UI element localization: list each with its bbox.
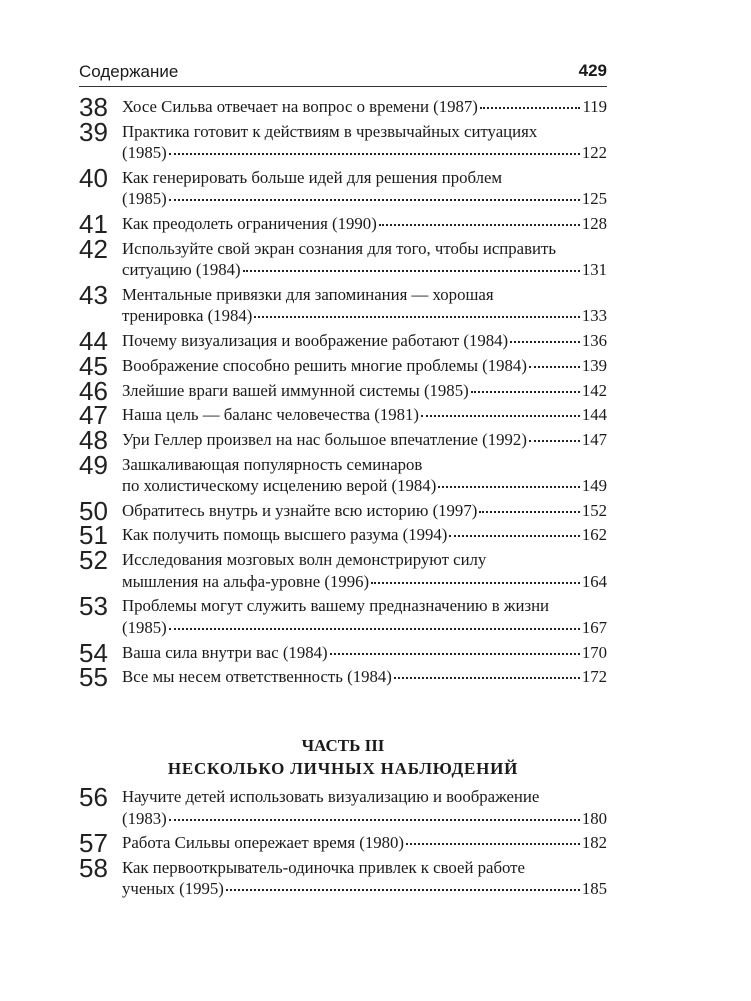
toc-entry[interactable]	[79, 350, 607, 381]
dot-leader	[169, 628, 580, 630]
dot-leader	[226, 889, 580, 891]
chapter-title: Хосе Сильва отвечает на вопрос о времени (1987)	[122, 97, 478, 116]
chapter-title: Как преодолеть ограничения (1990)	[122, 214, 377, 234]
toc-entry[interactable]	[79, 449, 607, 497]
chapter-number: 48	[79, 424, 108, 455]
chapter-title: Наша цель — баланс человечества (1981)	[122, 405, 420, 425]
chapter-title: по холистическому исцелению верой (1984)	[122, 476, 437, 496]
dot-leader	[330, 653, 580, 655]
chapter-page: 149	[581, 476, 607, 496]
chapter-page: 144	[581, 405, 607, 425]
chapter-page: 147	[581, 429, 607, 449]
chapter-number: 45	[79, 350, 108, 381]
chapter-number: 58	[79, 852, 108, 883]
chapter-title: Ментальные привязки для запоминания — хорошая	[122, 284, 494, 304]
chapter-title: Ваша сила внутри вас (1984)	[122, 642, 328, 662]
toc-entry[interactable]	[79, 400, 607, 431]
chapter-page: 142	[581, 380, 607, 400]
toc-entry[interactable]	[79, 828, 607, 859]
chapter-number: 56	[79, 782, 108, 812]
chapter-page: 131	[581, 260, 607, 280]
part-title: НЕСКОЛЬКО ЛИЧНЫХ НАБЛЮДЕНИЙ	[167, 759, 519, 778]
chapter-number: 41	[79, 209, 108, 240]
chapter-number: 52	[79, 545, 108, 576]
chapter-title: Почему визуализация и воображение работают (1984)	[122, 331, 509, 351]
chapter-title: ученых (1995)	[122, 879, 224, 899]
chapter-title: Все мы несем ответственность (1984)	[122, 667, 392, 687]
chapter-page: 119	[582, 97, 607, 116]
chapter-number: 57	[79, 828, 108, 859]
chapter-page: 170	[581, 642, 607, 662]
running-title: Содержание	[79, 62, 179, 81]
toc-entry[interactable]	[79, 279, 607, 327]
toc-entry[interactable]	[79, 782, 607, 829]
chapter-number: 40	[79, 162, 108, 193]
chapter-page: 122	[581, 143, 607, 163]
chapter-title: (1985)	[122, 617, 167, 637]
chapter-title: Воображение способно решить многие проблемы (1984)	[122, 355, 527, 375]
chapter-title: Как генерировать больше идей для решения проблем	[122, 167, 503, 187]
part-label: ЧАСТЬ III	[301, 736, 385, 755]
chapter-title: Ури Геллер произвел на нас большое впечатление (1992)	[122, 429, 527, 449]
chapter-page: 167	[581, 617, 607, 637]
toc-entry[interactable]	[79, 637, 607, 668]
chapter-title: (1985)	[122, 189, 167, 209]
toc-entry[interactable]	[79, 852, 607, 900]
chapter-number: 42	[79, 233, 108, 264]
dot-leader	[243, 270, 580, 272]
toc-entry[interactable]	[79, 92, 607, 122]
chapter-number: 55	[79, 662, 108, 693]
chapter-title: Зашкаливающая популярность семинаров	[122, 454, 423, 474]
chapter-page: 139	[581, 355, 607, 375]
chapter-title: Практика готовит к действиям в чрезвычайных ситуациях	[122, 121, 538, 141]
chapter-number: 49	[79, 449, 108, 480]
chapter-number: 50	[79, 495, 108, 526]
dot-leader	[479, 511, 580, 513]
chapter-title: Как получить помощь высшего разума (1994)	[122, 525, 448, 545]
dot-leader	[480, 107, 581, 109]
chapter-page: 172	[581, 667, 607, 687]
dot-leader	[471, 391, 580, 393]
chapter-title: Исследования мозговых волн демонстрируют силу	[122, 550, 487, 570]
chapter-number: 38	[79, 92, 108, 122]
chapter-title: тренировка (1984)	[122, 306, 253, 326]
dot-leader	[169, 199, 580, 201]
chapter-title: Используйте свой экран сознания для того, чтобы исправить	[122, 238, 557, 258]
toc-entry[interactable]	[79, 116, 607, 164]
chapter-page: 133	[581, 306, 607, 326]
chapter-page: 128	[581, 214, 607, 234]
dot-leader	[510, 341, 580, 343]
chapter-title: ситуацию (1984)	[122, 260, 241, 280]
dot-leader	[529, 366, 580, 368]
dot-leader	[421, 415, 580, 417]
dot-leader	[371, 582, 580, 584]
chapter-page: 182	[581, 833, 607, 853]
chapter-number: 46	[79, 375, 108, 406]
chapter-title: Злейшие враги вашей иммунной системы (1985)	[122, 380, 469, 400]
toc-entry[interactable]	[79, 545, 607, 592]
page-header	[79, 60, 607, 87]
chapter-page: 152	[581, 500, 607, 520]
toc-entry[interactable]	[79, 209, 607, 240]
chapter-number: 39	[79, 116, 108, 147]
dot-leader	[406, 843, 580, 845]
chapter-number: 47	[79, 400, 108, 431]
dot-leader	[438, 486, 580, 488]
chapter-page: 125	[581, 189, 607, 209]
chapter-title: мышления на альфа-уровне (1996)	[122, 571, 370, 591]
chapter-title: Проблемы могут служить вашему предназначению в жизни	[122, 596, 550, 616]
dot-leader	[529, 440, 580, 442]
chapter-page: 136	[581, 331, 607, 351]
dot-leader	[169, 819, 580, 821]
toc-list	[79, 92, 607, 693]
chapter-page: 180	[581, 808, 607, 828]
chapter-page: 185	[581, 879, 607, 899]
dot-leader	[449, 535, 579, 537]
toc-entry[interactable]	[79, 162, 607, 210]
toc-entry[interactable]	[79, 662, 607, 693]
toc-entry[interactable]	[79, 375, 607, 406]
toc-entry[interactable]	[79, 233, 607, 281]
toc-list-part-3	[79, 782, 607, 903]
chapter-number: 44	[79, 326, 108, 357]
dot-leader	[169, 153, 580, 155]
toc-entry[interactable]	[79, 326, 607, 357]
chapter-title: (1985)	[122, 143, 167, 163]
chapter-number: 43	[79, 279, 108, 310]
chapter-title: Научите детей использовать визуализацию и воображение	[122, 787, 540, 806]
chapter-number: 54	[79, 637, 108, 668]
chapter-title: Работа Сильвы опережает время (1980)	[122, 833, 404, 853]
toc-entry[interactable]	[79, 424, 607, 455]
dot-leader	[254, 316, 580, 318]
page-number: 429	[578, 61, 607, 80]
chapter-page: 162	[581, 525, 607, 545]
toc-entry[interactable]	[79, 495, 607, 526]
chapter-page: 164	[581, 571, 607, 591]
chapter-title: Как первооткрыватель-одиночка привлек к своей работе	[122, 857, 525, 877]
toc-entry[interactable]	[79, 520, 607, 551]
dot-leader	[394, 677, 580, 679]
chapter-title: Обратитесь внутрь и узнайте всю историю (1997)	[122, 500, 478, 520]
toc-entry[interactable]	[79, 591, 607, 638]
chapter-number: 51	[79, 520, 108, 551]
chapter-number: 53	[79, 591, 108, 622]
chapter-title: (1983)	[122, 808, 167, 828]
dot-leader	[379, 224, 580, 226]
